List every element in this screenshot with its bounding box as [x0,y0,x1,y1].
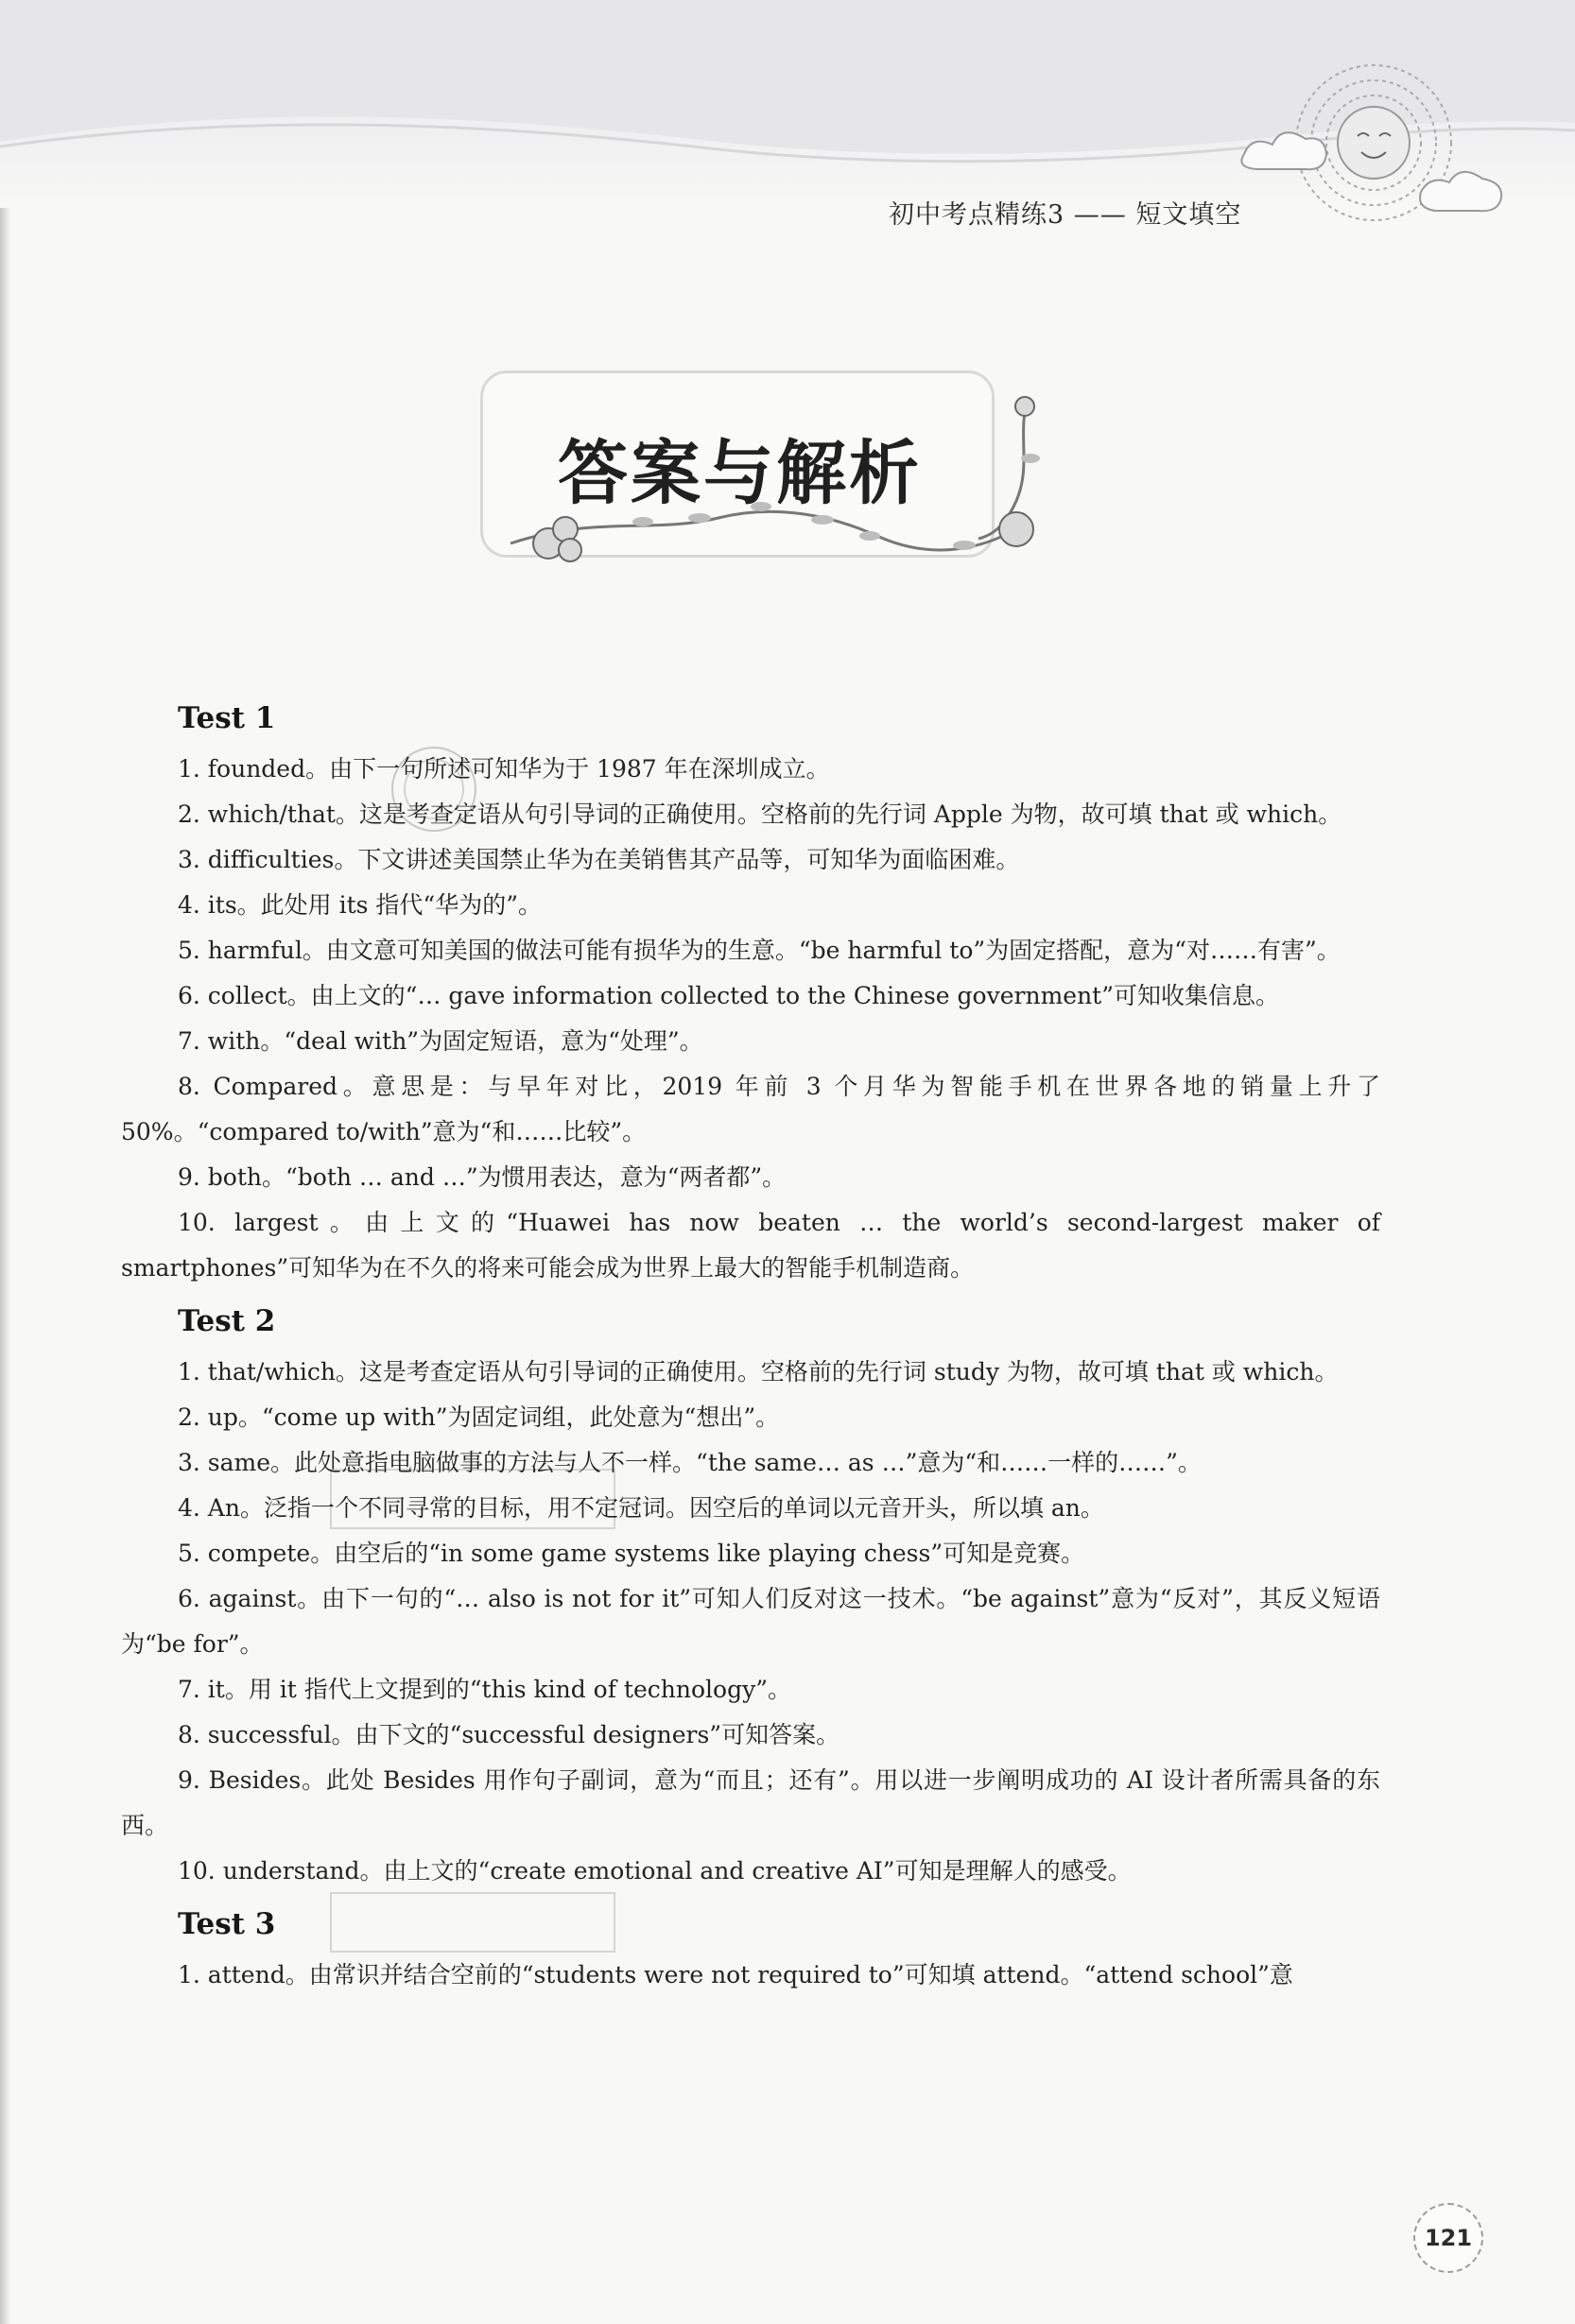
answer-item: 3. difficulties。下文讲述美国禁止华为在美销售其产品等，可知华为面临困难。 [178,846,1020,873]
answer-item: 3. same。此处意指电脑做事的方法与人不一样。“the same… as …”意为“和……一样的……”。 [178,1449,1202,1476]
answer-item: 6. collect。由上文的“… gave information collected to the Chinese government”可知收集信息。 [178,982,1280,1009]
answer-item: 10. largest。由上文的“Huawei has now beaten … the world’s second-largest maker of smartphones”可知华为在不久的将来可能会成为世界上最大的智能手机制造商。 [121,1209,1380,1282]
answer-item: 1. that/which。这是考查定语从句引导词的正确使用。空格前的先行词 study 为物，故可填 that 或 which。 [178,1358,1339,1386]
answer-item: 1. founded。由下一句所述可知华为于 1987 年在深圳成立。 [178,755,830,783]
test-section [121,1304,1380,1894]
answer-item: 10. understand。由上文的“create emotional and creative AI”可知是理解人的感受。 [178,1857,1132,1885]
answer-item: 4. its。此处用 its 指代“华为的”。 [178,891,542,919]
page-edge-shadow [0,0,9,2324]
answer-item: 8. successful。由下文的“successful designers”可知答案。 [178,1721,840,1748]
answer-item: 1. attend。由常识并结合空前的“students were not required to”可知填 attend。“attend school”意 [178,1961,1293,1988]
answer-item: 2. which/that。这是考查定语从句引导词的正确使用。空格前的先行词 Apple 为物，故可填 that 或 which。 [178,800,1342,828]
answer-item: 5. compete。由空后的“in some game systems like playing chess”可知是竞赛。 [178,1540,1085,1567]
header-title: 初中考点精练3 —— 短文填空 [889,200,1242,230]
page-title: 答案与解析 [558,433,922,514]
answer-item: 2. up。“come up with”为固定词组，此处意为“想出”。 [178,1403,780,1431]
answer-item: 5. harmful。由文意可知美国的做法可能有损华为的生意。“be harmful to”为固定搭配，意为“对……有害”。 [178,937,1341,964]
answer-item: 8. Compared。意思是：与早年对比，2019 年前 3 个月华为智能手机在世界各地的销量上升了 50%。“compared to/with”意为“和……比较”。 [121,1073,1380,1145]
answer-item: 9. Besides。此处 Besides 用作句子副词，意为“而且；还有”。用以进一步阐明成功的 AI 设计者所需具备的东西。 [121,1766,1380,1839]
sun-face-icon [1237,55,1511,234]
page-number: 121 [1413,2203,1483,2273]
answer-item: 6. against。由下一句的“… also is not for it”可知人们反对这一技术。“be against”意为“反对”，其反义短语为“be for”。 [121,1585,1380,1658]
answer-item: 4. An。泛指一个不同寻常的目标，用不定冠词。因空后的单词以元音开头，所以填 an。 [178,1494,1104,1522]
section-title: Test 3 [178,1907,276,1941]
answer-item: 7. it。用 it 指代上文提到的“this kind of technology”。 [178,1676,791,1703]
answer-item: 7. with。“deal with”为固定短语，意为“处理”。 [178,1027,703,1055]
section-title: Test 2 [178,1304,276,1338]
section-title: Test 1 [178,701,276,735]
test-section [121,701,1380,1291]
test-section [121,1907,1380,1998]
answer-item: 9. both。“both … and …”为惯用表达，意为“两者都”。 [178,1163,787,1191]
answer-content [121,701,1380,1998]
